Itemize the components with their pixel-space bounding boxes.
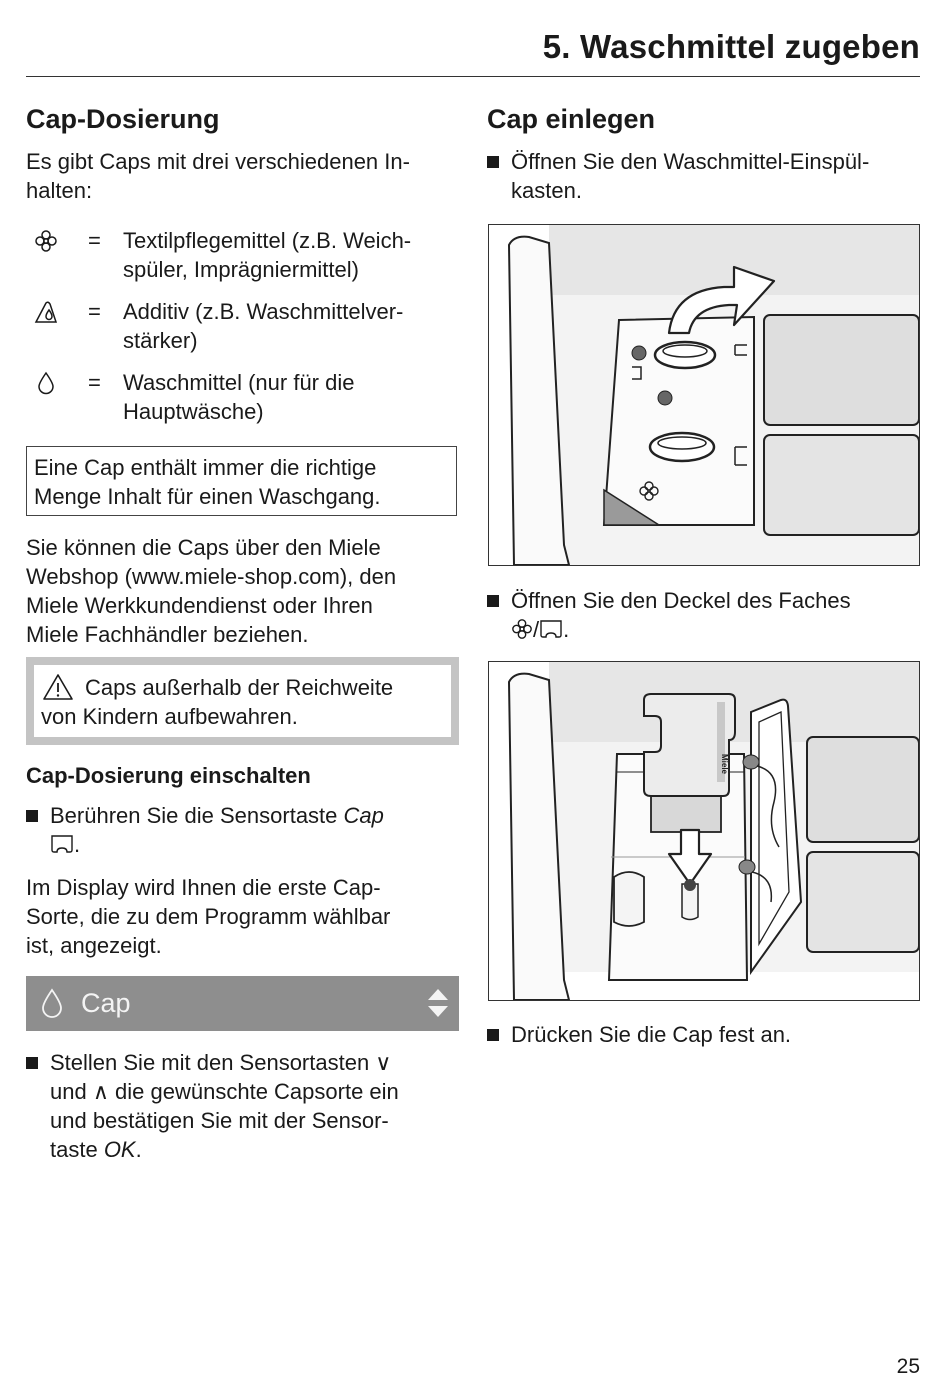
- cap-brand-label: Miele: [720, 753, 729, 775]
- bullet-square: [487, 156, 499, 168]
- info-note-box: Eine Cap enthält immer die richtige Menge Inhalt für einen Waschgang.: [26, 446, 457, 516]
- warning-icon: [42, 673, 74, 701]
- shop-paragraph: Sie können die Caps über den Miele Webshop (www.miele-shop.com), den Miele Werkkundendienst oder Ihren Miele Fachhändler beziehen.: [26, 535, 397, 647]
- symbol-description: Waschmittel (nur für die Hauptwäsche): [123, 370, 355, 424]
- bullet-square: [487, 1029, 499, 1041]
- flower-icon: [511, 618, 533, 640]
- drop-icon: [40, 988, 64, 1018]
- display-cap-selection: [26, 976, 459, 1031]
- down-key-symbol: ∨: [375, 1050, 392, 1075]
- heading-cap-einlegen: Cap einlegen: [487, 104, 656, 134]
- additive-icon: [34, 300, 58, 324]
- drop-icon: [34, 371, 58, 395]
- symbol-description: Additiv (z.B. Waschmittelver- stärker): [123, 299, 404, 353]
- header-divider: [26, 76, 920, 77]
- bullet-square: [26, 810, 38, 822]
- intro-paragraph: Es gibt Caps mit drei verschiedenen In- halten:: [26, 149, 410, 203]
- page-number: 25: [896, 1355, 920, 1378]
- warning-box: Caps außerhalb der Reichweite von Kindern aufbewahren.: [26, 657, 459, 745]
- cap-icon: [539, 619, 563, 639]
- figure-open-dispenser-drawer: [488, 224, 920, 566]
- symbol-description: Textilpflegemittel (z.B. Weich- spüler, Imprägniermittel): [123, 228, 412, 282]
- display-label: Cap: [81, 988, 131, 1018]
- bullet-square: [487, 595, 499, 607]
- page-title: 5. Waschmittel zugeben: [542, 28, 920, 65]
- subheading-cap-einschalten: Cap-Dosierung einschalten: [26, 763, 311, 788]
- bullet-square: [26, 1057, 38, 1069]
- figure-insert-cap: [488, 661, 920, 1001]
- heading-cap-dosierung: Cap-Dosierung: [26, 104, 220, 134]
- up-down-arrows-icon: [426, 986, 450, 1020]
- display-info-paragraph: Im Display wird Ihnen die erste Cap- Sorte, die zu dem Programm wählbar ist, angezeigt.: [26, 875, 391, 958]
- cap-icon: [50, 834, 74, 854]
- flower-icon: [34, 229, 58, 253]
- up-key-symbol: ∧: [92, 1079, 109, 1104]
